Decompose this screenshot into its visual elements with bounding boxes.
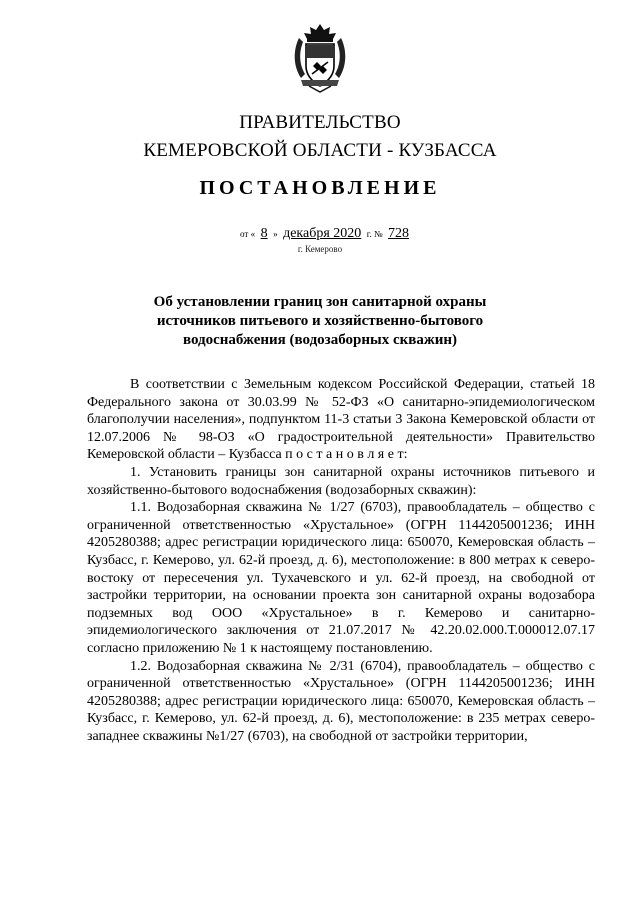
org-line-1: ПРАВИТЕЛЬСТВО (239, 112, 401, 133)
org-line-2: КЕМЕРОВСКОЙ ОБЛАСТИ - КУЗБАССА (143, 140, 497, 161)
paragraph-1-2: 1.2. Водозаборная скважина № 2/31 (6704), правообладатель – общество с ограниченной ответственностью «Хрустальное» (ОГРН 1144205001236; ИНН 4205280388; адрес регистрации юридического лица: 650070, Кемеровская область – Кузбасс, г. Кемерово, ул. 62-й проезд, д. 6), местоположение: в 235 метрах северо-западнее скважины №1/27 (6703), на свободной от застройки территории, (87, 658, 595, 744)
date-line (240, 226, 500, 242)
date-suffix: г. № (366, 228, 383, 239)
paragraph-1-1: 1.1. Водозаборная скважина № 1/27 (6703), правообладатель – общество с ограниченной ответственностью «Хрустальное» (ОГРН 1144205001236; ИНН 4205280388; адрес регистрации юридического лица: 650070, Кемеровская область – Кузбасс, г. Кемерово, ул. 62-й проезд, д. 6), местоположение: в 800 метрах к северо-востоку от пересечения ул. Тухачевского и ул. 62-й проезд, на свободной от застройки территории, на основании проекта зон санитарной охраны водозабора подземных вод ООО «Хрустальное» в г. Кемерово и санитарно-эпидемиологического заключения от 21.07.2017 № 42.20.02.000.Т.000012.07.17 согласно приложению № 1 к настоящему постановлению. (87, 500, 595, 656)
city: г. Кемерово (297, 244, 343, 254)
date-day: 8 (260, 226, 268, 241)
document-type: ПОСТАНОВЛЕНИЕ (199, 177, 441, 199)
date-month-year: декабря 2020 (283, 226, 362, 241)
document-number: 728 (388, 226, 410, 241)
document-body (87, 376, 595, 745)
document-title: Об установлении границ зон санитарной охраны источников питьевого и хозяйственно-бытового водоснабжения (водозаборных скважин) (153, 294, 487, 348)
kemerovo-coat-of-arms-icon (291, 22, 349, 94)
paragraph-1: 1. Установить границы зон санитарной охраны источников питьевого и хозяйственно-бытового водоснабжения (водозаборных скважин): (87, 464, 595, 498)
date-prefix: от « (240, 228, 256, 239)
date-mid: » (273, 228, 278, 239)
paragraph-preamble: В соответствии с Земельным кодексом Российской Федерации, статьей 18 Федерального закона от 30.03.99 № 52-ФЗ «О санитарно-эпидемиологическом благополучии населения», подпунктом 11-3 статьи 3 Закона Кемеровской области от 12.07.2006 № 98-ОЗ «О градостроительной деятельности» Правительство Кемеровской области – Кузбасса п о с т а н о в л я е т: (87, 377, 595, 463)
